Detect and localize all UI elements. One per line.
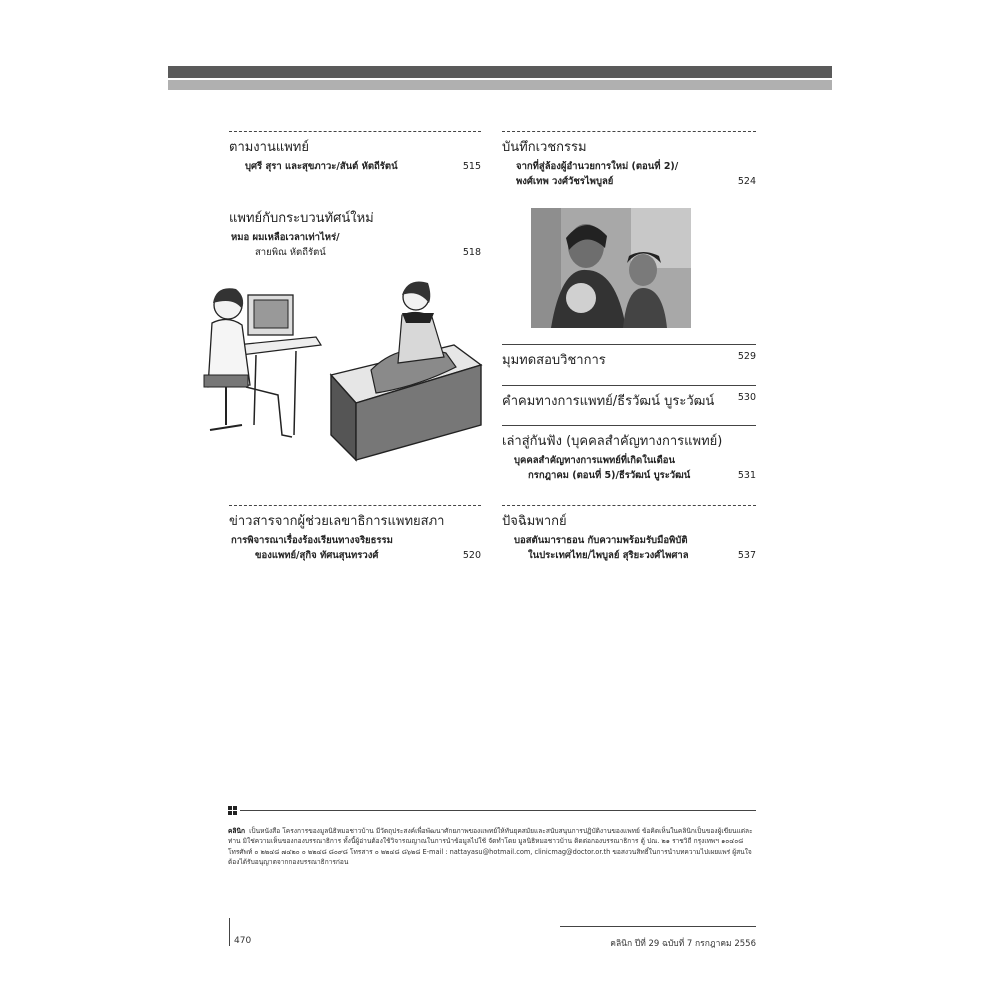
toc-section-1: [229, 131, 481, 174]
toc-section-6[interactable]: [502, 385, 756, 411]
entry-title: หมอ ผมเหลือเวลาเท่าไหร่/: [231, 232, 340, 243]
toc-entry[interactable]: [514, 453, 756, 468]
toc-entry-author[interactable]: [255, 548, 481, 563]
entry-title: บอสตันมาราธอน กับความพร้อมรับมือพิบัติ: [514, 535, 688, 546]
page-ref: 518: [462, 247, 481, 258]
toc-entry[interactable]: [231, 230, 481, 245]
entry-author: ในประเทศไทย/ไพบูลย์ สุริยะวงศ์ไพศาล: [528, 550, 689, 561]
toc-section-7: [502, 425, 756, 483]
toc-entry-author[interactable]: [516, 174, 756, 189]
entry-author: กรกฎาคม (ตอนที่ 5)/ธีรวัฒน์ บูระวัฒน์: [528, 470, 691, 481]
header-bar-light: [168, 80, 832, 90]
page-ref: 515: [462, 161, 481, 172]
toc-entry-author[interactable]: [528, 548, 756, 563]
page-number-rule: [229, 918, 230, 946]
heading-text: มุมทดสอบวิชาการ: [502, 353, 606, 368]
entry-title: บุคคลสำคัญทางการแพทย์ที่เกิดในเดือน: [514, 455, 675, 466]
doctor-patient-illustration: [196, 275, 486, 470]
page-ref: 524: [737, 176, 756, 187]
footer-colophon: [228, 826, 756, 868]
toc-entry[interactable]: [231, 533, 481, 548]
entry-title: บุศรี สุรา และสุขภาวะ/สันต์ หัตถีรัตน์: [245, 161, 398, 172]
section-heading: [502, 344, 756, 370]
footer-body: เป็นหนังสือ โครงการของมูลนิธิหมอชาวบ้าน มีวัตถุประสงค์เพื่อพัฒนาศักยภาพของแพทย์ให้ทันยุคสมัยและสนับสนุนการปฏิบัติงานของแพทย์ ข้อคิดเห็นในคลินิกเป็นของผู้เขียนแต่ละท่าน มิใช่ความเห็นของกองบรรณาธิการ ทั้งนี้ผู้อ่านต้องใช้วิจารณญาณในการนำข้อมูลไปใช้ จัดทำโดย มูลนิธิหมอชาวบ้าน ติดต่อกองบรรณาธิการ ตู้ ปณ. ๒๑ ราชวิถี กรุงเทพฯ ๑๐๔๐๘ โทรศัพท์ ๐ ๒๒๔๘ ๗๔๒๐ ๐ ๒๒๔๘ ๘๐๙๘ โทรสาร ๐ ๒๒๔๘ ๘๖๒๘ E-mail : nattayasu@hotmail.com, clinicmag@doctor.or.th ขอสงวนสิทธิ์ในการนำบทความไปเผยแพร่ ผู้สนใจต้องได้รับอนุญาตจากกองบรรณาธิการก่อน: [228, 827, 753, 867]
toc-entry[interactable]: [516, 159, 756, 174]
footer-label: คลินิก: [228, 827, 245, 835]
section-heading: [502, 385, 756, 411]
section-heading: ข่าวสารจากผู้ช่วยเลขาธิการแพทยสภา: [229, 505, 481, 531]
toc-section-3: [229, 505, 481, 563]
mother-child-photo: [531, 208, 691, 328]
page-ref: 530: [737, 392, 756, 403]
page-ref: 520: [462, 550, 481, 561]
header-bar-dark: [168, 66, 832, 78]
section-heading: ตามงานแพทย์: [229, 131, 481, 157]
page-number: 470: [234, 936, 252, 946]
footer-rule: [240, 810, 756, 811]
issue-rule: [560, 926, 756, 927]
section-heading: แพทย์กับกระบวนทัศน์ใหม่: [229, 211, 374, 226]
toc-section-8: [502, 505, 756, 563]
entry-title: การพิจารณาเรื่องร้องเรียนทางจริยธรรม: [231, 535, 393, 546]
toc-entry-author[interactable]: [255, 245, 481, 260]
toc-section-5[interactable]: [502, 344, 756, 370]
section-heading: บันทึกเวชกรรม: [502, 131, 756, 157]
toc-section-4: [502, 131, 756, 189]
entry-author: พงศ์เทพ วงศ์วัชรไพบูลย์: [516, 176, 614, 187]
page-ref: 531: [737, 470, 756, 481]
section-heading: เล่าสู่กันฟัง (บุคคลสำคัญทางการแพทย์): [502, 425, 756, 451]
toc-section-2: [229, 203, 481, 260]
entry-title: จากที่สู่ล้องผู้อำนวยการใหม่ (ตอนที่ 2)/: [516, 161, 679, 172]
toc-entry[interactable]: [245, 159, 481, 174]
page-ref: 537: [737, 550, 756, 561]
entry-author: ของแพทย์/สุกิจ ทัศนสุนทรวงศ์: [255, 550, 379, 561]
page-ref: 529: [737, 351, 756, 362]
entry-author: สายพิณ หัตถีรัตน์: [255, 247, 326, 258]
toc-entry[interactable]: [514, 533, 756, 548]
squares-icon: [228, 806, 238, 816]
toc-entry-author[interactable]: [528, 468, 756, 483]
section-heading: ปัจฉิมพากย์: [502, 505, 756, 531]
heading-text: คำคมทางการแพทย์/ธีรวัฒน์ บูระวัฒน์: [502, 394, 715, 409]
issue-info: คลินิก ปีที่ 29 ฉบับที่ 7 กรกฎาคม 2556: [610, 939, 756, 949]
